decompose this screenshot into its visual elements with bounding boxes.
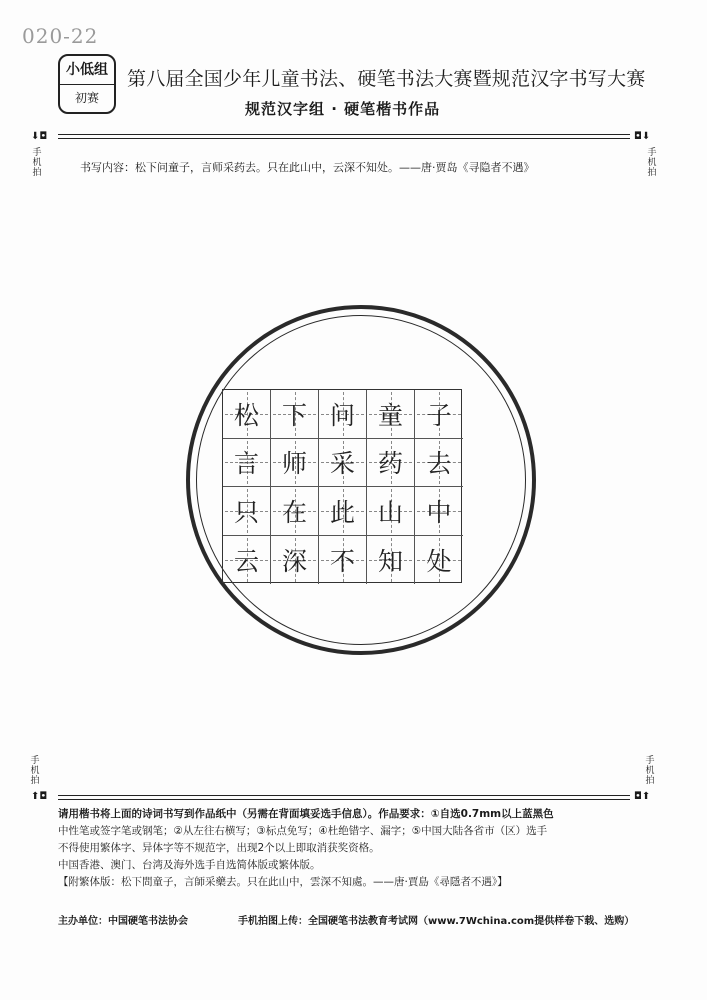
grid-cell: 言 (223, 439, 271, 488)
page-title: 第八届全国少年儿童书法、硬笔书法大赛暨规范汉字书写大赛 (127, 68, 646, 90)
upload-info: 手机拍图上传：全国硬笔书法教育考试网（www.7Wchina.com提供样卷下载、选购） (238, 916, 635, 927)
traditional-version-line: 【附繁体版：松下問童子，言師采藥去。只在此山中，雲深不知處。——唐·賈島《尋隱者不遇》】 (58, 876, 508, 888)
grid-cell: 知 (367, 536, 415, 585)
camera-marker-bottom-left (31, 791, 47, 803)
instruction-line: 中性笔或签字笔或钢笔；②从左往右横写；③标点免写；④杜绝错字、漏字；⑤中国大陆各省市（区）选手 (58, 825, 548, 837)
arrow-up-icon: ⬆ (31, 791, 40, 802)
badge-round: 初赛 (74, 91, 99, 105)
grid-cell: 深 (271, 536, 319, 585)
camera-icon: ◘ (634, 791, 642, 802)
group-badge (58, 54, 116, 114)
arrow-down-icon: ⬇ (641, 131, 651, 142)
page-subtitle: 规范汉字组 · 硬笔楷书作品 (245, 100, 441, 118)
camera-marker-top-left (31, 131, 47, 143)
bottom-rule-thin (58, 795, 630, 796)
serial-number: 020-22 (22, 24, 99, 48)
camera-icon: ◘ (634, 131, 642, 142)
grid-cell: 师 (271, 439, 319, 488)
grid-cell: 云 (223, 536, 271, 585)
top-rule (58, 134, 630, 135)
side-label-bottom-left: 手机拍 (30, 756, 40, 786)
instruction-line: 请用楷书将上面的诗词书写到作品纸中（另需在背面填妥选手信息）。作品要求：①自选0.7mm以上蓝黑色 (58, 808, 554, 820)
grid-cell: 只 (223, 487, 271, 536)
organizer: 主办单位：中国硬笔书法协会 (58, 916, 188, 927)
grid-cell: 此 (319, 487, 367, 536)
top-rule-thin (58, 138, 630, 139)
camera-marker-bottom-right (634, 791, 650, 803)
grid-cell: 问 (319, 390, 367, 439)
grid-cell: 山 (367, 487, 415, 536)
arrow-up-icon: ⬆ (641, 791, 651, 802)
grid-cell: 子 (415, 390, 463, 439)
instructions (58, 806, 653, 891)
camera-icon: ◘ (39, 131, 48, 142)
grid-cell: 童 (367, 390, 415, 439)
grid-cell: 在 (271, 487, 319, 536)
side-label-bottom-right: 手机拍 (645, 756, 655, 786)
writing-content-line: 书写内容：松下问童子，言师采药去。只在此山中，云深不知处。——唐·贾岛《寻隐者不遇》 (80, 161, 535, 174)
grid-cell: 不 (319, 536, 367, 585)
instruction-line: 中国香港、澳门、台湾及海外选手自选简体版或繁体版。 (58, 859, 321, 871)
grid-cell: 处 (415, 536, 463, 585)
bottom-rule (58, 799, 630, 800)
badge-group: 小低组 (60, 56, 114, 85)
writing-grid (222, 389, 462, 583)
grid-cell: 药 (367, 439, 415, 488)
instruction-line: 不得使用繁体字、异体字等不规范字，出现2个以上即取消获奖资格。 (58, 842, 380, 854)
grid-cell: 松 (223, 390, 271, 439)
grid-cell: 去 (415, 439, 463, 488)
grid-cell: 采 (319, 439, 367, 488)
side-label-top-right: 手机拍 (647, 148, 657, 178)
side-label-top-left: 手机拍 (32, 148, 42, 178)
camera-icon: ◘ (39, 791, 48, 802)
grid-cell: 下 (271, 390, 319, 439)
grid-cell: 中 (415, 487, 463, 536)
arrow-down-icon: ⬇ (31, 131, 40, 142)
camera-marker-top-right (634, 131, 650, 143)
